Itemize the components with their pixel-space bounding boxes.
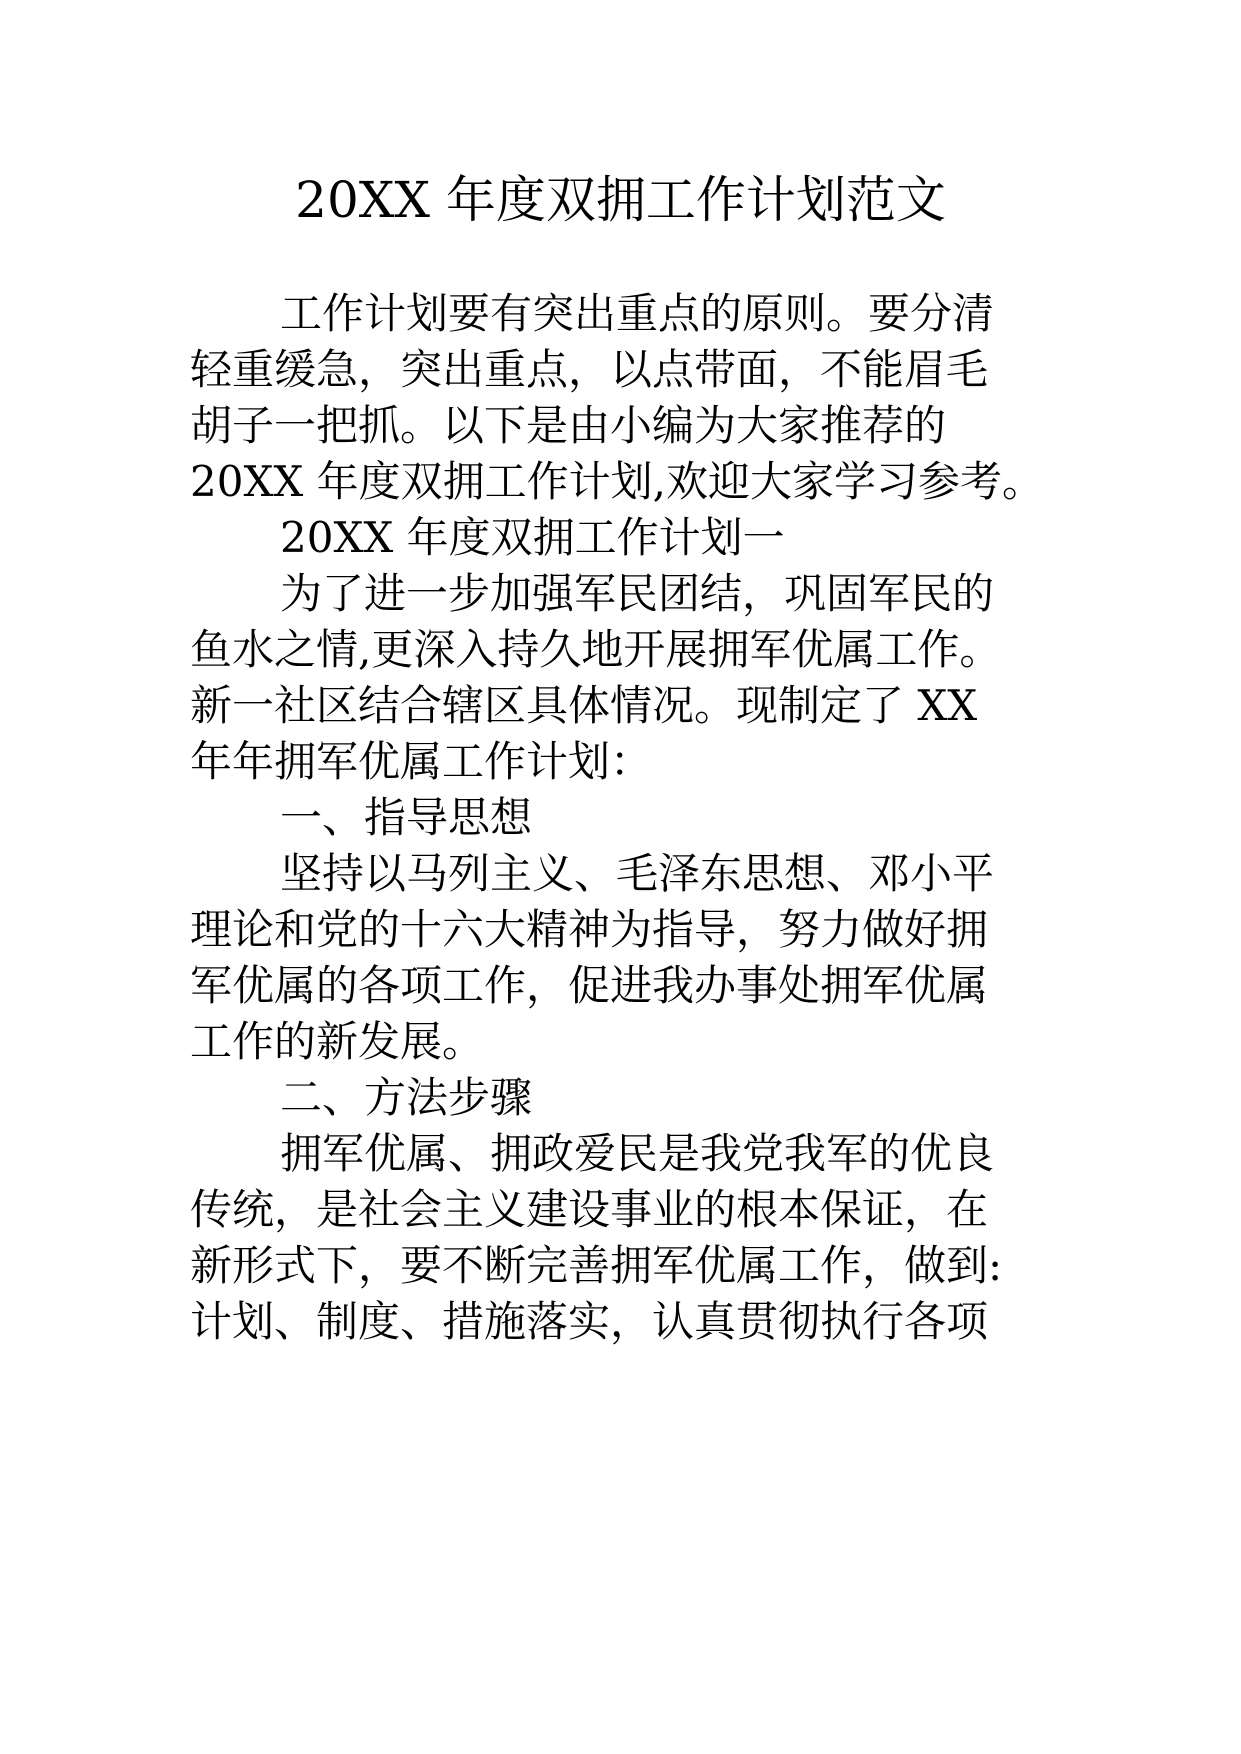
paragraph-line: 年年拥军优属工作计划：: [190, 737, 653, 786]
paragraph-line: 轻重缓急，突出重点，以点带面，不能眉毛: [190, 345, 989, 394]
section-heading: 二、方法步骤: [280, 1073, 533, 1122]
paragraph-line: 新一社区结合辖区具体情况。现制定了 XX: [190, 681, 978, 730]
section-heading: 一、指导思想: [280, 793, 533, 842]
paragraph-line: 工作计划要有突出重点的原则。要分清: [280, 289, 995, 338]
paragraph-line: 胡子一把抓。以下是由小编为大家推荐的: [190, 401, 947, 450]
paragraph-line: 20XX 年度双拥工作计划,欢迎大家学习参考。: [190, 457, 1044, 506]
paragraph-line: 鱼水之情,更深入持久地开展拥军优属工作。: [190, 625, 1002, 674]
paragraph-line: 坚持以马列主义、毛泽东思想、邓小平: [280, 849, 995, 898]
paragraph-line: 计划、制度、措施落实，认真贯彻执行各项: [190, 1297, 989, 1346]
page-title: 20XX 年度双拥工作计划范文: [295, 171, 946, 229]
paragraph-line: 军优属的各项工作，促进我办事处拥军优属: [190, 961, 989, 1010]
section-heading: 20XX 年度双拥工作计划一: [280, 513, 785, 562]
paragraph-line: 理论和党的十六大精神为指导，努力做好拥: [190, 905, 989, 954]
paragraph-line: 拥军优属、拥政爱民是我党我军的优良: [280, 1129, 995, 1178]
paragraph-line: 新形式下，要不断完善拥军优属工作，做到:: [190, 1241, 1003, 1290]
paragraph-line: 工作的新发展。: [190, 1017, 485, 1066]
paragraph-line: 传统，是社会主义建设事业的根本保证，在: [190, 1185, 989, 1234]
paragraph-line: 为了进一步加强军民团结，巩固军民的: [280, 569, 995, 618]
